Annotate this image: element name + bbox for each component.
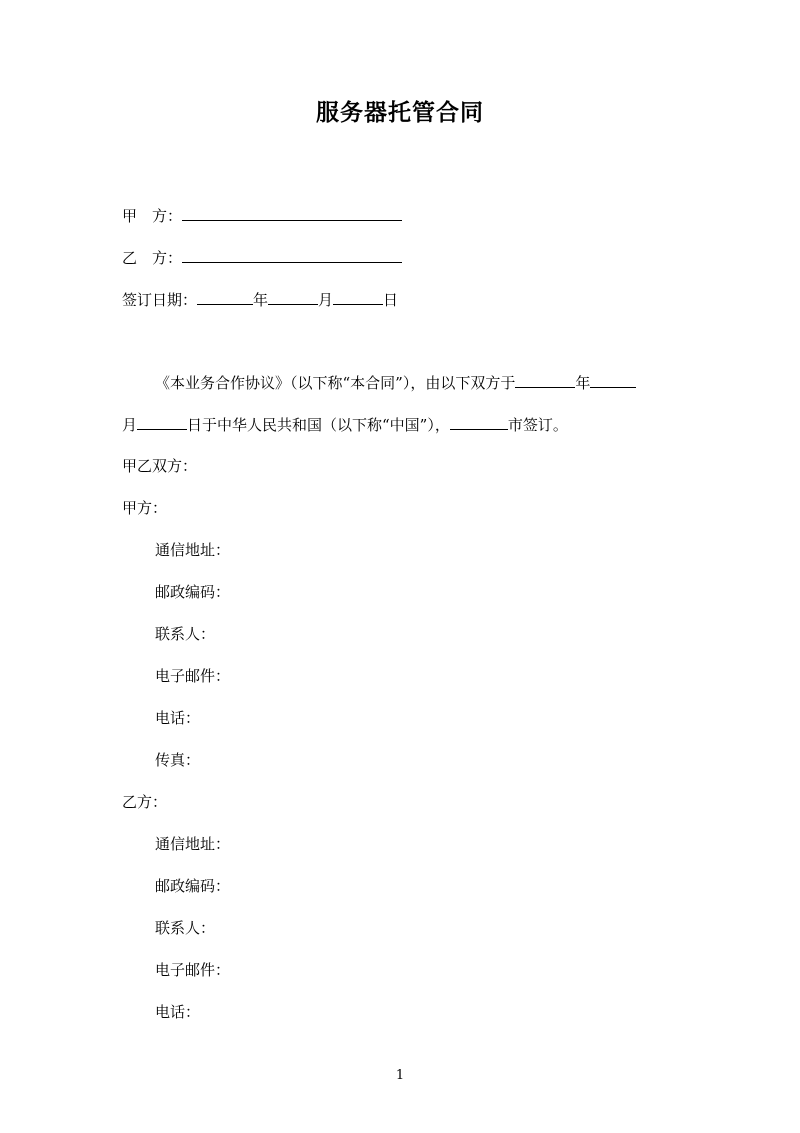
party-b-line bbox=[122, 247, 402, 268]
party-a-fax-label: 传真： bbox=[155, 751, 201, 769]
party-a-phone-label: 电话： bbox=[155, 709, 201, 727]
intro-year-unit: 年 bbox=[575, 374, 591, 392]
intro-text-1: 《本业务合作协议》（以下称“本合同”），由以下双方于 bbox=[155, 374, 516, 392]
page-number: 1 bbox=[395, 1068, 405, 1083]
sign-date-label: 签订日期： bbox=[122, 291, 198, 309]
intro-city-blank[interactable] bbox=[450, 414, 508, 430]
party-b-contact-label: 联系人： bbox=[155, 919, 216, 937]
party-a-line bbox=[122, 205, 402, 226]
party-a-email-label: 电子邮件： bbox=[155, 667, 231, 685]
party-a-label: 甲 方： bbox=[122, 207, 183, 225]
intro-text-2: 日于中华人民共和国（以下称“中国”）， bbox=[187, 416, 450, 434]
contract-title: 服务器托管合同 bbox=[316, 99, 484, 126]
intro-city-text: 市签订。 bbox=[507, 416, 568, 434]
party-a-contact-label: 联系人： bbox=[155, 625, 216, 643]
party-b-address-label: 通信地址： bbox=[155, 835, 231, 853]
intro-day-blank[interactable] bbox=[137, 414, 187, 430]
sign-date-line bbox=[122, 289, 398, 310]
sign-year-blank[interactable] bbox=[197, 289, 253, 305]
party-a-address-label: 通信地址： bbox=[155, 541, 231, 559]
sign-day-blank[interactable] bbox=[333, 289, 383, 305]
party-b-phone-label: 电话： bbox=[155, 1003, 201, 1021]
intro-line-1 bbox=[155, 372, 636, 393]
party-a-blank[interactable] bbox=[182, 205, 402, 221]
party-b-heading: 乙方： bbox=[122, 793, 168, 811]
both-parties-heading: 甲乙双方： bbox=[122, 457, 198, 475]
party-b-label: 乙 方： bbox=[122, 249, 183, 267]
party-b-postcode-label: 邮政编码： bbox=[155, 877, 231, 895]
sign-month-blank[interactable] bbox=[268, 289, 318, 305]
intro-line-2 bbox=[122, 414, 568, 435]
party-a-postcode-label: 邮政编码： bbox=[155, 583, 231, 601]
intro-month-blank-a[interactable] bbox=[590, 372, 636, 388]
intro-month-unit: 月 bbox=[122, 416, 138, 434]
sign-day-unit: 日 bbox=[383, 291, 399, 309]
party-b-email-label: 电子邮件： bbox=[155, 961, 231, 979]
party-a-heading: 甲方： bbox=[122, 499, 168, 517]
party-b-blank[interactable] bbox=[182, 247, 402, 263]
sign-month-unit: 月 bbox=[318, 291, 334, 309]
sign-year-unit: 年 bbox=[253, 291, 269, 309]
intro-year-blank[interactable] bbox=[515, 372, 575, 388]
